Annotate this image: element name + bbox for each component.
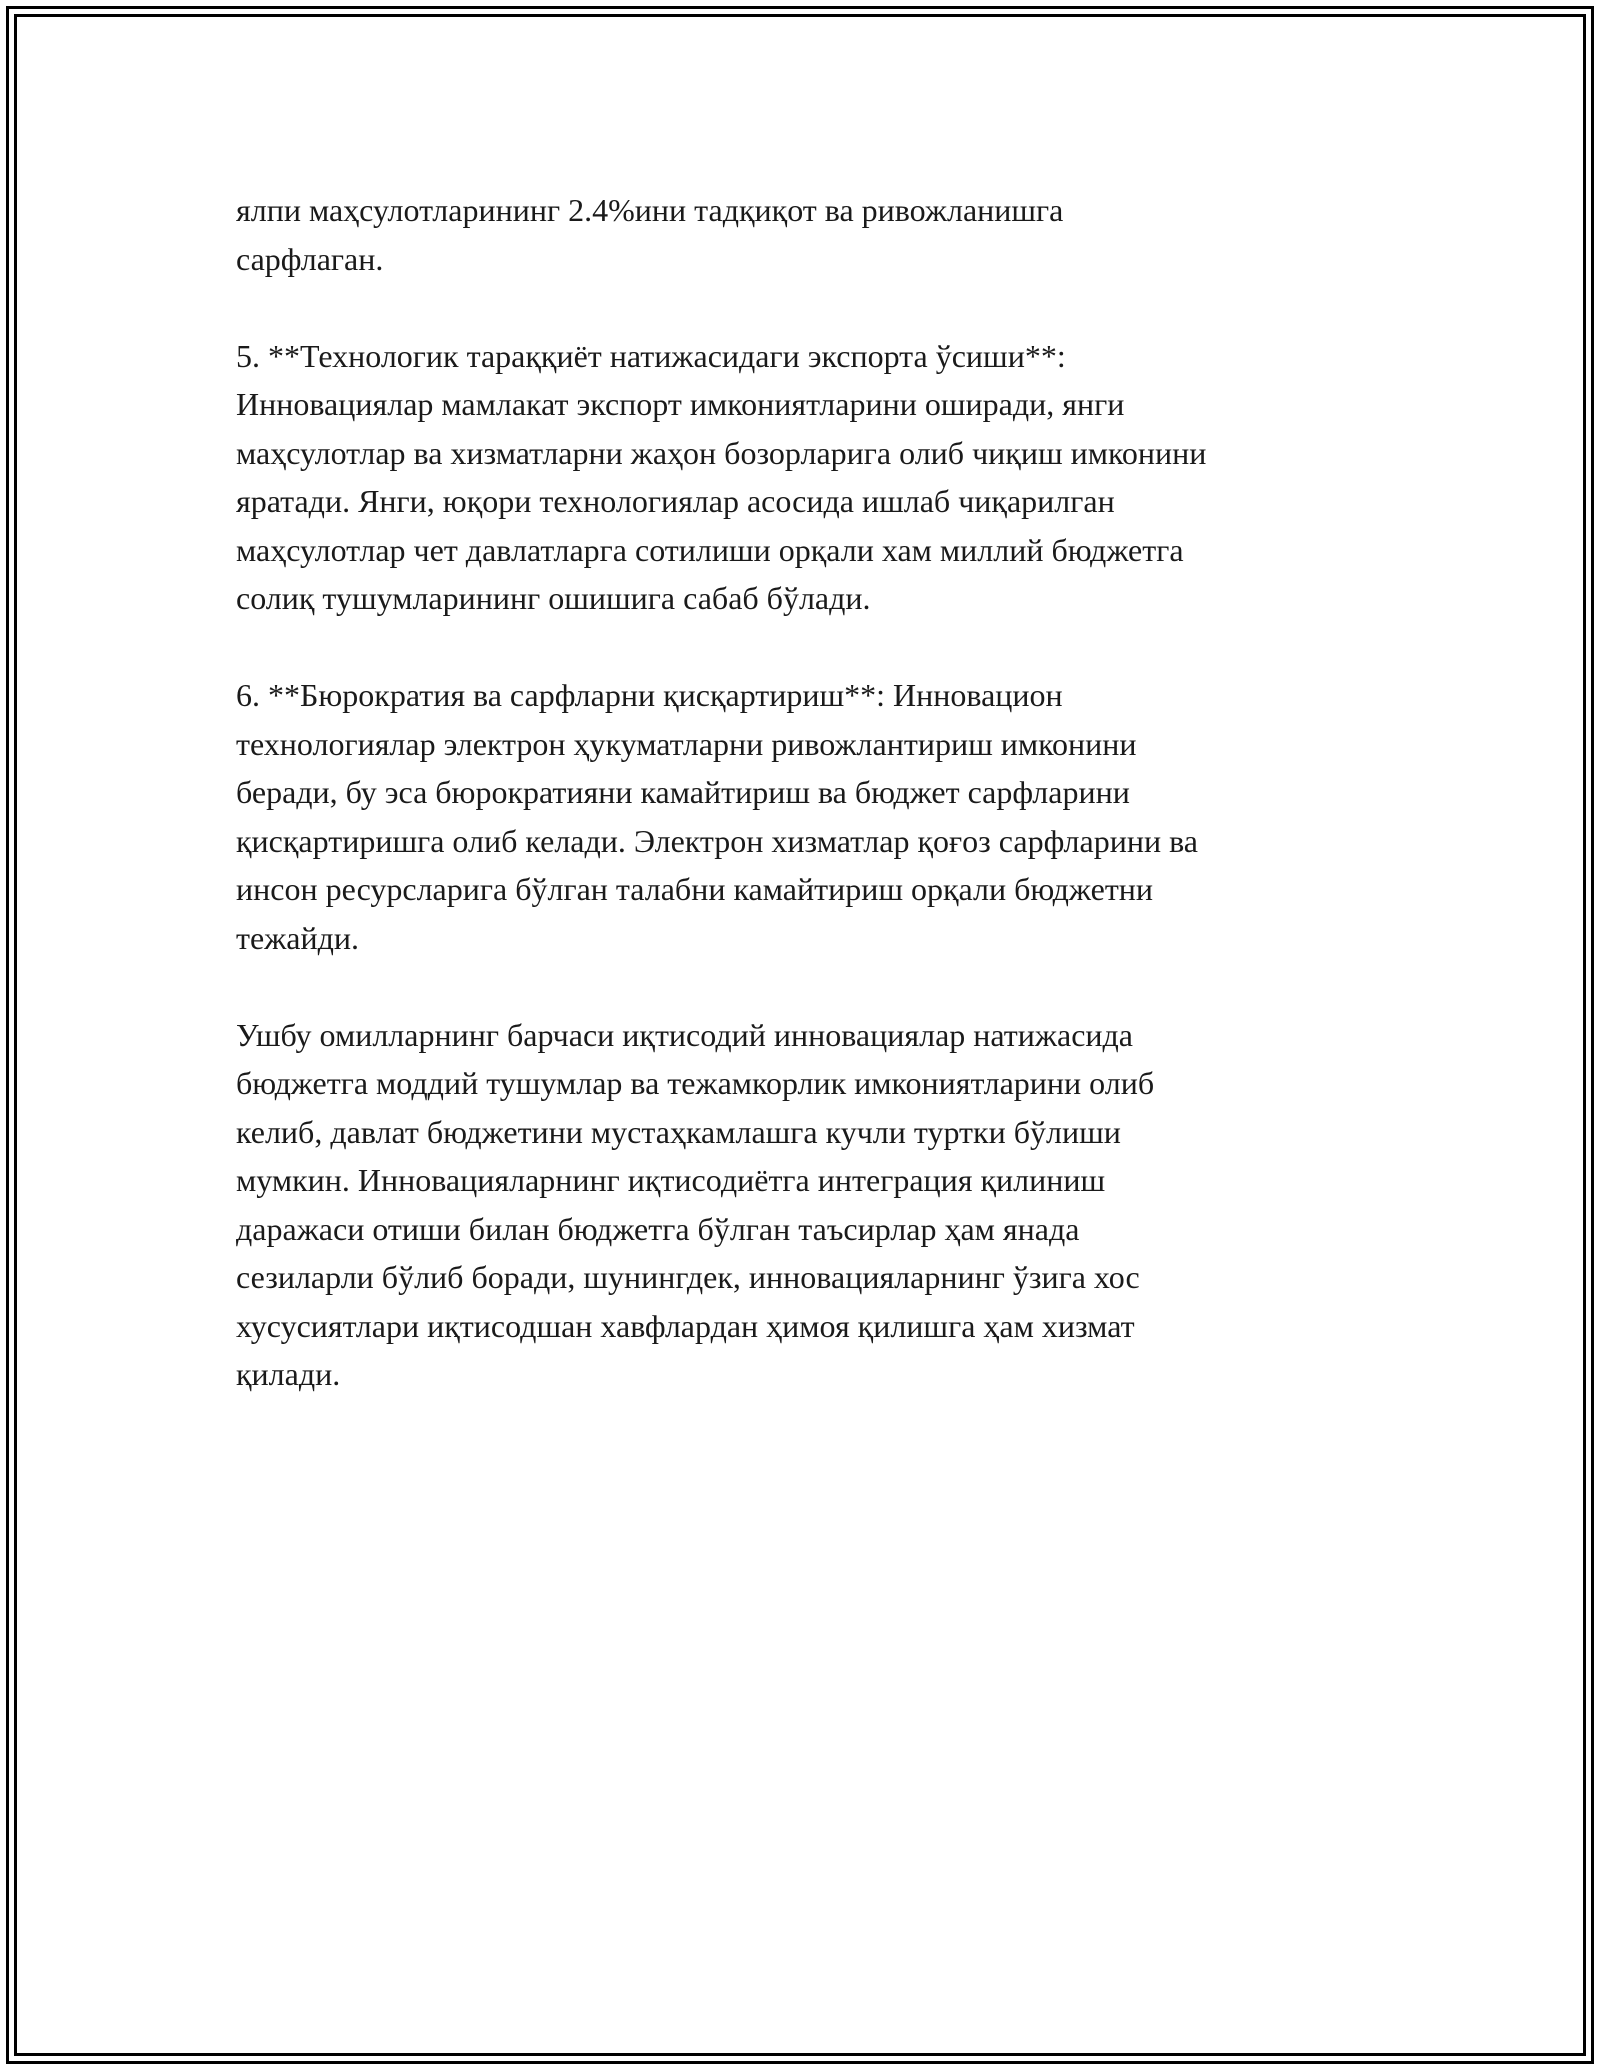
paragraph-export-growth: 5. **Технологик тараққиёт натижасидаги экспорта ўсиши**: Инновациялар мамлакат экспорт имкониятларини оширади, янги маҳсулотлар ва хизматларни жаҳон бозорларига олиб чиқиш имконини яратади. Янги, юқори технологиялар асосида ишлаб чиқарилган маҳсулотлар чет давлатларга сотилиши орқали хам миллий бюджетга солиқ тушумларининг ошишига сабаб бўлади. [236, 337, 1207, 616]
paragraph-rd-spending: ялпи маҳсулотларининг 2.4%ини тадқиқот ва ривожланишга сарфлаган. [236, 192, 1064, 277]
paragraph-conclusion: Ушбу омилларнинг барчаси иқтисодий инновациялар натижасида бюджетга моддий тушумлар ва тежамкорлик имкониятларини олиб келиб, давлат бюджетини мустаҳкамлашга кучли туртки бўлиши мумкин. Инновацияларнинг иқтисодиётга интеграция қилиниш даражаси отиши билан бюджетга бўлган таъсирлар ҳам янада сезиларли бўлиб боради, шунингдек, инновацияларнинг ўзига хос хусусиятлари иқтисодшан хавфлардан ҳимоя қилишга ҳам хизмат қилади. [236, 1016, 1155, 1392]
document-body [236, 186, 1386, 1447]
paragraph-bureaucracy-reduction: 6. **Бюрократия ва сарфларни қисқартириш**: Инновацион технологиялар электрон ҳукуматларни ривожлантириш имконини беради, бу эса бюрократияни камайтириш ва бюджет сарфларини қисқартиришга олиб келади. Электрон хизматлар қоғоз сарфларини ва инсон ресурсларига бўлган талабни камайтириш орқали бюджетни тежайди. [236, 677, 1198, 956]
